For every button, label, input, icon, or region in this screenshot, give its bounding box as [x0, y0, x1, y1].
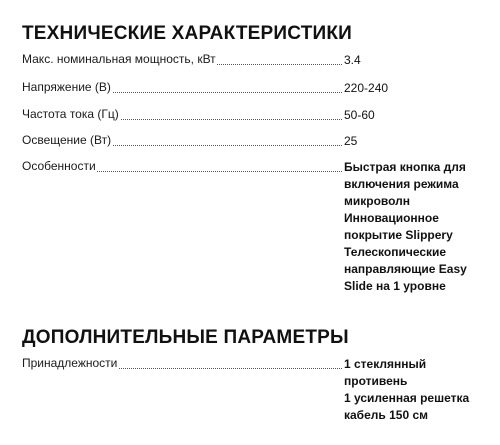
- spec-value-line: Slide на 1 уровне: [344, 279, 446, 293]
- spec-value-line: направляющие Easy: [344, 262, 467, 276]
- spec-value: [344, 356, 484, 424]
- spec-label: Освещение (Вт): [22, 133, 112, 147]
- spec-value-line: 220-240: [344, 81, 389, 95]
- spec-value-line: микроволн: [344, 194, 411, 208]
- spec-value: [344, 80, 484, 97]
- spec-value: [344, 133, 484, 150]
- spec-row-frequency: [22, 107, 482, 127]
- spec-value-line: противень: [344, 374, 408, 388]
- spec-row-features: [22, 159, 482, 293]
- spec-value-line: кабель 150 см: [344, 408, 429, 422]
- spec-row-max-power: [22, 52, 482, 72]
- spec-label: Напряжение (В): [22, 80, 111, 94]
- spec-label: Частота тока (Гц): [22, 107, 119, 121]
- spec-value-line: Телескопические: [344, 245, 447, 259]
- spec-value-line: включения режима: [344, 177, 459, 191]
- spec-value-line: 3.4: [344, 53, 361, 67]
- section-title-technical: ТЕХНИЧЕСКИЕ ХАРАКТЕРИСТИКИ: [22, 23, 353, 44]
- spec-row-voltage: [22, 80, 482, 100]
- spec-value-line: Инновационное: [344, 211, 439, 225]
- spec-row-lighting: [22, 133, 482, 153]
- spec-value-line: покрытие Slippery: [344, 228, 453, 242]
- spec-value-line: 50-60: [344, 108, 375, 122]
- spec-value-line: 1 стеклянный: [344, 357, 427, 371]
- spec-label: Макс. номинальная мощность, кВт: [22, 52, 216, 66]
- spec-row-accessories: [22, 356, 482, 422]
- spec-label: Особенности: [22, 159, 96, 173]
- section-title-additional: ДОПОЛНИТЕЛЬНЫЕ ПАРАМЕТРЫ: [22, 327, 349, 348]
- spec-value: [344, 107, 484, 124]
- spec-label: Принадлежности: [22, 356, 118, 370]
- spec-value: [344, 52, 484, 69]
- spec-value: [344, 159, 484, 295]
- spec-value-line: 25: [344, 134, 358, 148]
- spec-value-line: Быстрая кнопка для: [344, 160, 466, 174]
- spec-value-line: 1 усиленная решетка: [344, 391, 470, 405]
